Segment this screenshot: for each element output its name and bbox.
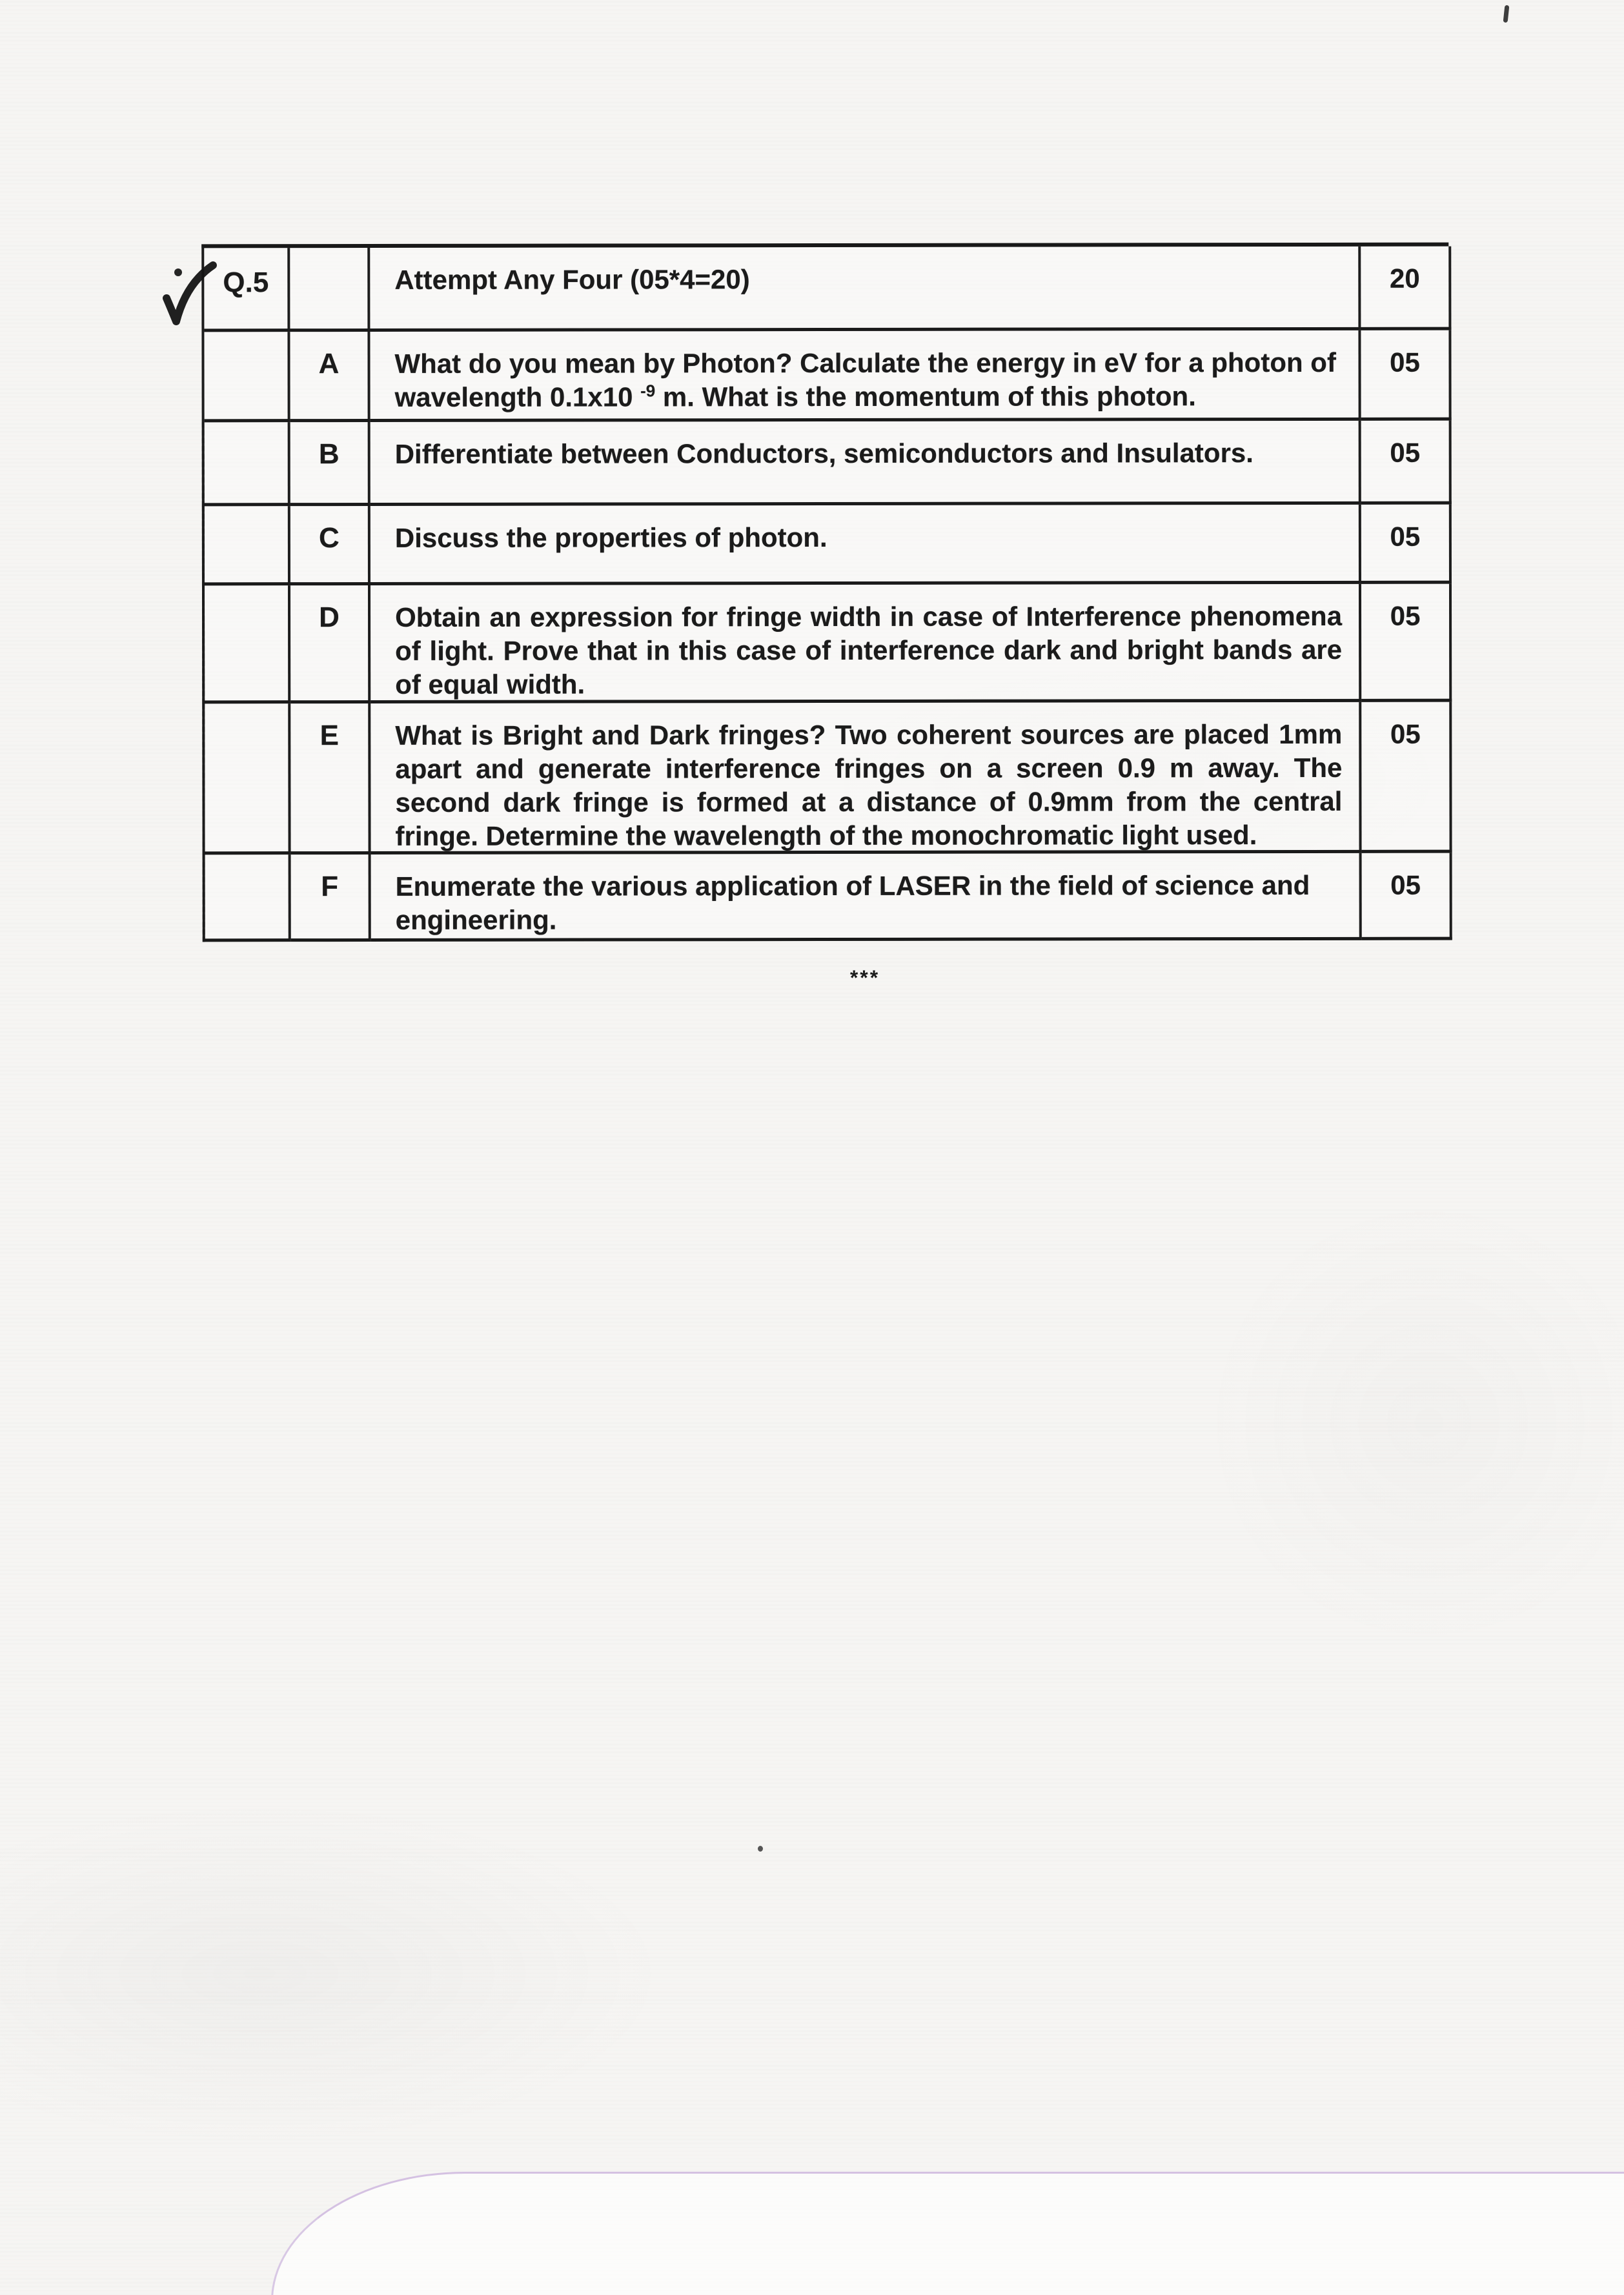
row-b-marks: 05 xyxy=(1361,421,1452,505)
row-f-qno-cell xyxy=(203,854,291,942)
row-c-letter: C xyxy=(290,506,370,585)
handwritten-checkmark-icon xyxy=(159,257,221,332)
question-number: Q.5 xyxy=(204,248,290,332)
row-b-letter: B xyxy=(290,422,370,506)
ink-mark-artifact xyxy=(1503,5,1510,23)
row-d-question: Obtain an expression for fringe width in case of Interference phenomena of light. Prove that in this case of interference dark and bright bands are of equal width. xyxy=(370,584,1361,703)
speck-artifact xyxy=(758,1846,763,1852)
row-e-marks: 05 xyxy=(1361,702,1452,853)
row-c-question: Discuss the properties of photon. xyxy=(370,505,1361,585)
row-c-marks: 05 xyxy=(1361,505,1452,584)
row-a-marks: 05 xyxy=(1361,330,1451,421)
row-b-qno-cell xyxy=(202,422,290,506)
row-a-question xyxy=(370,330,1361,422)
row-d-qno-cell xyxy=(202,585,290,703)
row-e-question: What is Bright and Dark fringes? Two coherent sources are placed 1mm apart and generate interference fringes on a screen 0.9 m away. The second dark fringe is formed at a distance of 0.9mm from the central fringe. Determine the wavelength of the monochromatic light used. xyxy=(370,702,1361,854)
row-a-question-text-cont: m. What is the momentum of this photon. xyxy=(655,381,1196,412)
row-a-question-text: What do you mean by Photon? Calculate the energy in eV for a photon of wavelength 0.1x10 xyxy=(394,347,1336,412)
row-e-letter: E xyxy=(290,703,370,854)
row-f-question: Enumerate the various application of LASER in the field of science and engineering. xyxy=(371,853,1362,942)
end-of-paper-stars: *** xyxy=(849,966,880,989)
question-table xyxy=(201,243,1450,942)
row-f-letter: F xyxy=(291,854,371,942)
row-a-letter: A xyxy=(290,332,370,422)
scanned-page-edge xyxy=(271,2172,1624,2295)
row-a-qno-cell xyxy=(204,332,290,422)
row-d-letter: D xyxy=(290,585,370,703)
row-c-qno-cell xyxy=(202,506,290,585)
header-letter-cell xyxy=(290,248,370,332)
row-a-exponent: -9 xyxy=(640,381,656,401)
row-b-question: Differentiate between Conductors, semiconductors and Insulators. xyxy=(370,421,1361,506)
row-f-marks: 05 xyxy=(1362,853,1452,940)
row-e-qno-cell xyxy=(202,703,290,854)
header-instruction: Attempt Any Four (05*4=20) xyxy=(370,247,1361,332)
header-total-marks: 20 xyxy=(1361,247,1451,330)
row-d-marks: 05 xyxy=(1361,584,1452,702)
